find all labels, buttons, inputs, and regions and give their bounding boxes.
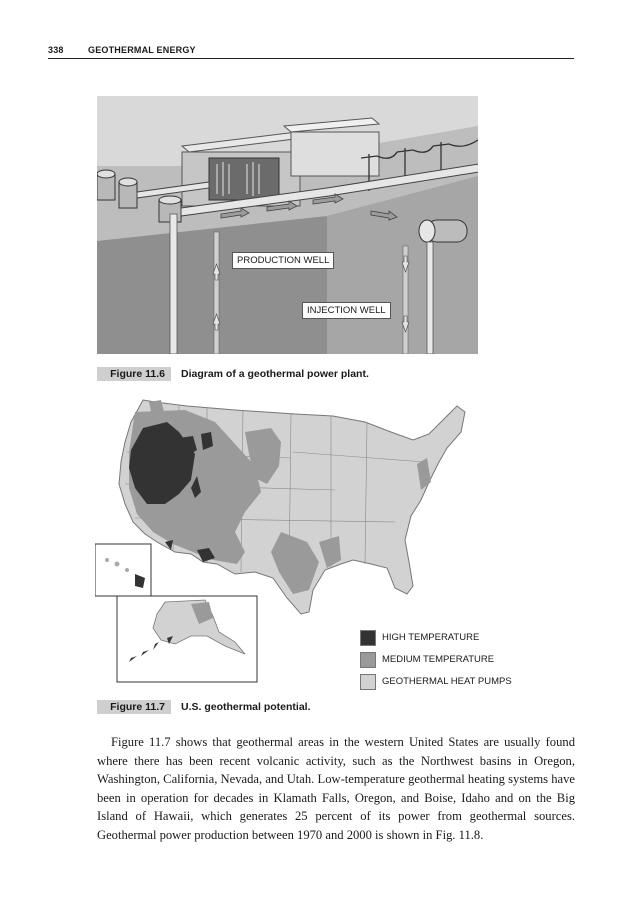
hawaii-inset bbox=[95, 544, 151, 596]
turbine bbox=[209, 158, 279, 200]
us-geothermal-map bbox=[95, 392, 512, 697]
map-illustration bbox=[95, 392, 487, 697]
figure-11-7-caption bbox=[97, 700, 311, 714]
injection-well-callout: INJECTION WELL bbox=[302, 302, 391, 319]
alaska-inset bbox=[117, 596, 257, 682]
control-building bbox=[291, 132, 379, 176]
chapter-title: GEOTHERMAL ENERGY bbox=[88, 45, 196, 55]
condenser bbox=[419, 220, 467, 242]
body-paragraph: Figure 11.7 shows that geothermal areas in the western United States are usually found where there has been recent volcanic activity, such as the Northwest basins in Oregon, Washington, California, Nevada, and Utah. Low-temperature geothermal heating systems have been in operation for decades in Klamath Falls, Oregon, and Boise, Idaho and on the Big Island of Hawaii, which generates 25 percent of its power from geothermal sources. Geothermal power production between 1970 and 2000 is shown in Fig. 11.8. bbox=[97, 735, 575, 842]
figure-number: Figure 11.6 bbox=[97, 367, 171, 381]
production-well-callout: PRODUCTION WELL bbox=[232, 252, 334, 269]
caption-text: U.S. geothermal potential. bbox=[181, 701, 311, 713]
page-number: 338 bbox=[48, 45, 64, 55]
legend-swatch bbox=[360, 674, 376, 690]
legend-label: MEDIUM TEMPERATURE bbox=[382, 654, 495, 665]
geothermal-plant-diagram bbox=[97, 96, 478, 354]
figure-number: Figure 11.7 bbox=[97, 700, 171, 714]
legend-swatch bbox=[360, 652, 376, 668]
caption-text: Diagram of a geothermal power plant. bbox=[181, 368, 369, 380]
running-head bbox=[48, 42, 574, 59]
figure-11-6-caption bbox=[97, 367, 369, 381]
plant-illustration bbox=[97, 96, 478, 354]
legend-label: GEOTHERMAL HEAT PUMPS bbox=[382, 676, 512, 687]
legend-label: HIGH TEMPERATURE bbox=[382, 632, 480, 643]
legend-swatch bbox=[360, 630, 376, 646]
